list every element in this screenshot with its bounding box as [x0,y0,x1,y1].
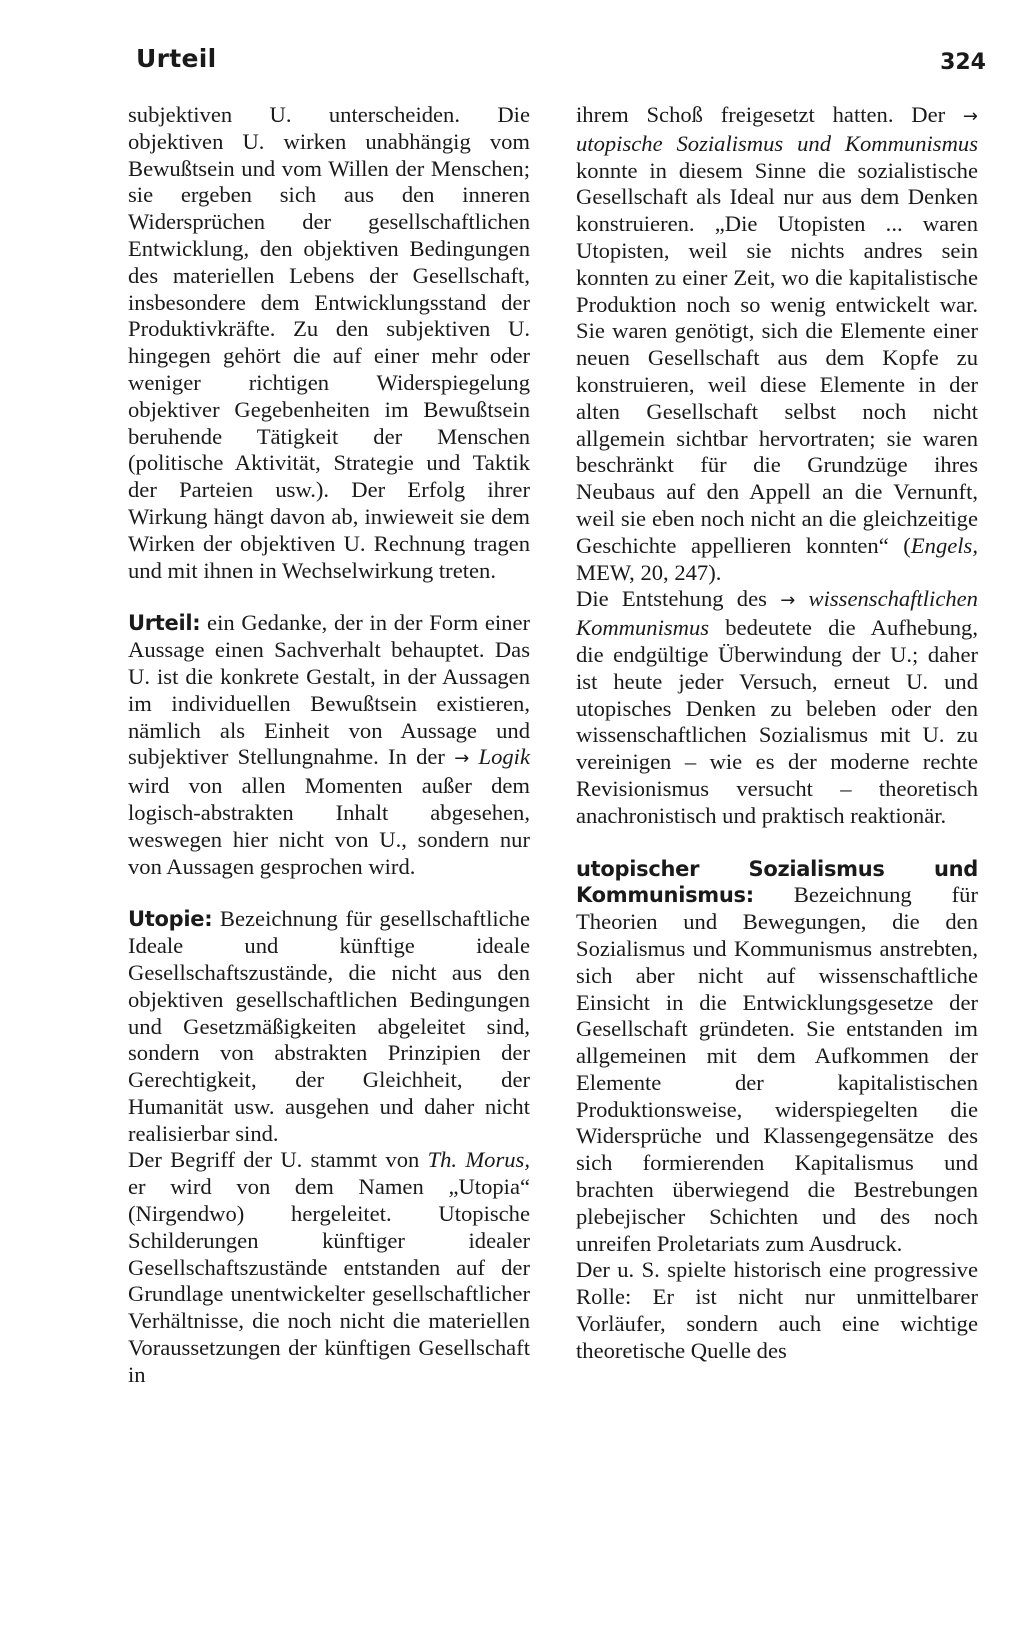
entry-spacer [576,830,978,856]
continued-paragraph [576,102,978,586]
paragraph-text: er wird von dem Namen „Utopia“ (Nirgendwo) hergeleitet. Utopische Schilderungen künftiger idealer Gesellschaftszustände entstanden auf der Grundlage unentwickelter gesellschaftlicher Verhältnisse, die noch nicht die materiellen Voraussetzungen der künftigen Gesellschaft in [128,1174,530,1387]
entry-text: Bezeichnung für gesellschaftliche Ideale und künftige ideale Gesellschaftszustände, die nicht aus den objektiven gesellschaftlichen Bedingungen und Gesetzmäßigkeiten abgeleitet sind, sondern von abstrakten Prinzipien der Gerechtigkeit, der Gleichheit, der Humanität usw. ausgehen und daher nicht realisierbar sind. [128,906,530,1146]
lemma-urteil: Urteil: [128,611,201,636]
entry-text: Bezeichnung für Theorien und Bewegungen, die den Sozialismus und Kommunismus anstrebten, sich aber nicht auf wissenschaftliche Einsicht in die Entwicklungsgesetze der Gesellschaft gründeten. Sie entstanden im allgemeinen mit dem Aufkommen der Elemente der kapitalistischen Produktionsweise, widerspiegelten die Widersprüche und Klassengegensätze des sich formierenden Kapitalismus und brachten überwiegend die Bestrebungen plebejischer Schichten und des noch unreifen Proletariats zum Ausdruck. [576,882,978,1256]
paragraph-text: ihrem Schoß freigesetzt hatten. Der [576,102,963,127]
entry-text: wird von allen Momenten außer dem logisch-abstrakten Inhalt abgesehen, weswegen hier nicht von U., sondern nur von Aussagen gesprochen wird. [128,773,530,879]
utopie-paragraph-3 [576,586,978,829]
paragraph-text: Die Entstehung des [576,586,781,612]
running-head: Urteil [136,44,217,73]
cross-reference-arrow-icon: → [780,590,796,612]
entry-utopischer-sozialismus [576,856,978,1258]
entry-text: ein Gedanke, der in der Form einer Aussage einen Sachverhalt behauptet. Das U. ist die konkrete Gestalt, in der Aussagen im individuellen Bewußtsein existieren, nämlich als Einheit von Aussage und subjektiver Stellungnahme. In der [128,610,530,770]
paragraph-text: konnte in diesem Sinne die sozialistische Gesellschaft als Ideal nur aus dem Denken konstruieren. „Die Utopisten ... waren Utopisten, weil sie nichts andres sein konnten zu einer Zeit, wo die kapitalistische Produktion noch so wenig entwickelt war. Sie waren genötigt, sich die Elemente einer neuen Gesellschaft aus dem Kopfe zu konstruieren, weil diese Elemente in der alten Gesellschaft selbst noch nicht allgemein sichtbar hervortraten; sie waren beschränkt für die Grundzüge ihres Neubaus auf den Appell an die Vernunft, weil sie eben noch nicht an die gleichzeitige Geschichte appellieren konnten“ ( [576,157,978,558]
cross-reference-arrow-icon: → [454,748,470,770]
paragraph-text: MEW, 20, 247). [576,559,722,585]
paragraph-text: subjektiven U. unterscheiden. Die objektiven U. wirken unabhängig vom Bewußtsein und vom Willen der Menschen; sie ergeben sich aus den inneren Widersprüchen der gesellschaftlichen Entwicklung, den objektiven Bedingungen des materiellen Lebens der Gesellschaft, insbesondere dem Entwicklungsstand der Produktivkräfte. Zu den subjektiven U. hingegen gehört die auf einer mehr oder weniger richtigen Widerspiegelung objektiver Gegebenheiten im Bewußtsein beruhende Tätigkeit der Menschen (politische Aktivität, Strategie und Taktik der Parteien usw.). Der Erfolg ihrer Wirkung hängt davon ab, inwieweit sie dem Wirken der objektiven U. Rechnung tragen und mit ihnen in Wechselwirkung treten. [128,102,530,583]
person-name-morus: Th. Morus, [427,1147,530,1173]
author-engels: Engels, [910,532,978,558]
paragraph-text: Der u. S. spielte historisch eine progressive Rolle: Er ist nicht nur unmittelbarer Vorläufer, sondern auch eine wichtige theoretische Quelle des [576,1257,978,1363]
right-column [576,102,978,1365]
entry-urteil [128,610,530,880]
entry-utopie [128,906,530,1147]
lemma-utopischer-sozialismus: utopischer Sozialismus und Kommunismus: [576,856,978,908]
utopie-paragraph-2 [128,1147,530,1388]
paragraph-text: Der Begriff der U. stammt von [128,1147,428,1173]
cross-reference-logik[interactable]: Logik [478,744,530,770]
continued-paragraph [128,102,530,584]
cross-reference-arrow-icon: → [962,106,978,127]
page-number: 324 [940,50,986,75]
lemma-utopie: Utopie: [128,907,213,932]
left-column [128,102,530,1389]
entry-spacer [128,584,530,610]
paragraph-text: bedeutete die Aufhebung, die endgültige Überwindung der U.; daher ist heute jeder Versuch, erneut U. und utopisches Denken zu beleben oder den wissenschaftlichen Sozialismus mit U. zu vereinigen – wie es der moderne rechte Revisionismus versucht – theoretisch anachronistisch und praktisch reaktionär. [576,615,978,828]
cross-reference-wissenschaftlicher-kommunismus[interactable]: wissenschaftlichen Kommunismus [576,586,978,641]
sozialismus-paragraph-2 [576,1257,978,1364]
entry-spacer [128,880,530,906]
cross-reference-utopischer-sozialismus[interactable]: utopische Sozialismus und Kommunismus [576,130,978,156]
